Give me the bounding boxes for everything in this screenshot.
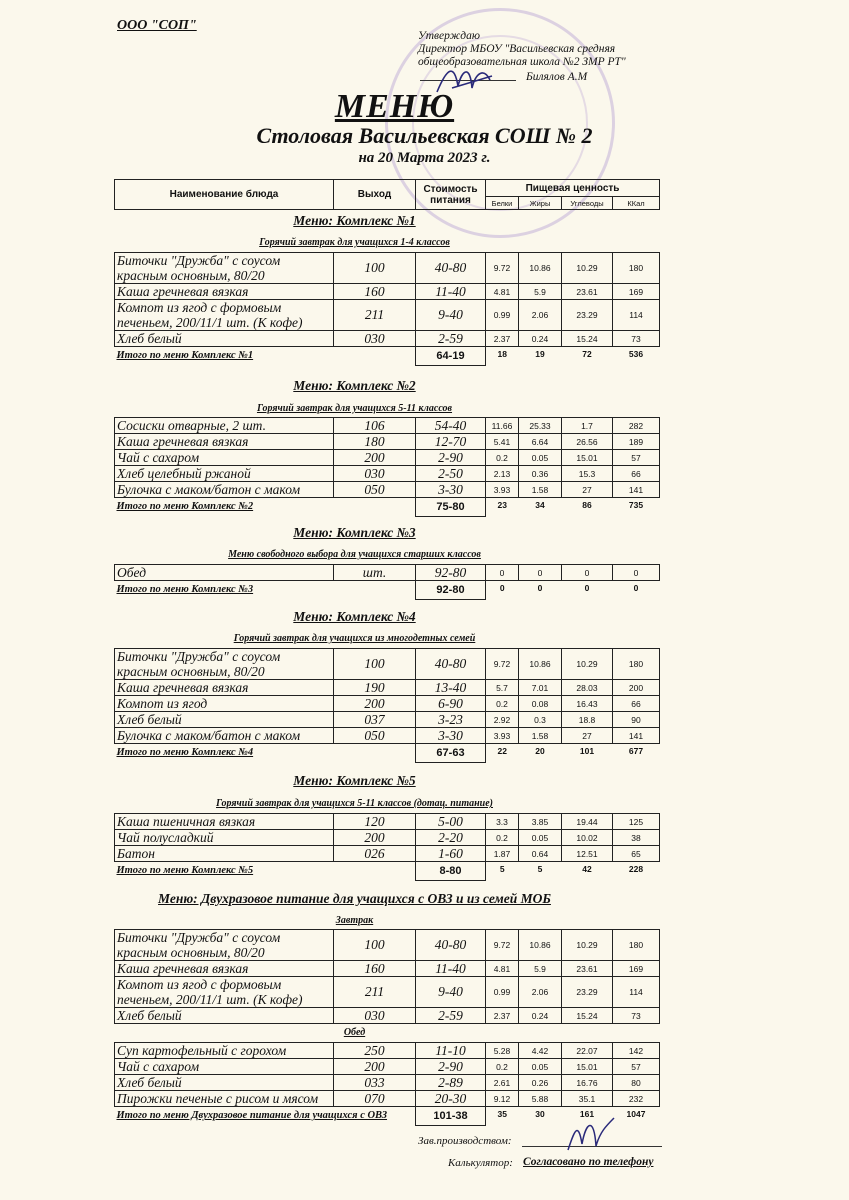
menu-table <box>114 564 660 600</box>
fat-value: 10.86 <box>519 930 562 961</box>
dish-name: Компот из ягод с формовым печеньем, 200/11/1 шт. (К кофе) <box>115 300 334 331</box>
total-protein: 5 <box>499 864 505 874</box>
total-label: Итого по меню Комплекс №1 <box>116 350 254 362</box>
dish-name: Хлеб белый <box>115 331 334 347</box>
fat-value: 0.24 <box>519 1008 562 1024</box>
total-cost: 75-80 <box>416 498 486 517</box>
menu-row <box>115 961 660 977</box>
total-label: Итого по меню Комплекс №5 <box>116 865 254 877</box>
dish-output: 106 <box>334 418 416 434</box>
protein-value: 9.12 <box>486 1091 519 1107</box>
menu-row <box>115 814 660 830</box>
page-title: МЕНЮ <box>334 88 455 125</box>
kcal-value: 141 <box>613 728 660 744</box>
fat-value: 0.26 <box>519 1075 562 1091</box>
carbs-value: 10.29 <box>562 930 613 961</box>
total-protein: 22 <box>497 746 507 756</box>
menu-row <box>115 482 660 498</box>
dish-name: Батон <box>115 846 334 862</box>
dish-name: Хлеб белый <box>115 1075 334 1091</box>
menu-row <box>115 450 660 466</box>
section-subheading: Горячий завтрак для учащихся из многодетных семей <box>233 633 476 644</box>
kcal-value: 57 <box>613 450 660 466</box>
menu-row <box>115 930 660 961</box>
menu-table <box>114 252 660 366</box>
total-protein: 23 <box>497 500 507 510</box>
section-heading: Меню: Комплекс №2 <box>293 378 416 393</box>
dish-cost: 2-90 <box>416 1059 486 1075</box>
carbs-value: 0 <box>562 565 613 581</box>
dish-output: 120 <box>334 814 416 830</box>
dish-name: Биточки "Дружба" с соусом красным основным, 80/20 <box>115 930 334 961</box>
dish-name: Сосиски отварные, 2 шт. <box>115 418 334 434</box>
dish-cost: 2-20 <box>416 830 486 846</box>
fat-value: 2.06 <box>519 300 562 331</box>
dish-output: 037 <box>334 712 416 728</box>
col-fat: Жиры <box>519 197 562 210</box>
dish-name: Компот из ягод с формовым печеньем, 200/11/1 шт. (К кофе) <box>115 977 334 1008</box>
section-subheading: Обед <box>343 1027 366 1038</box>
approval-line: Утверждаю <box>418 30 480 42</box>
protein-value: 0.2 <box>486 830 519 846</box>
carbs-value: 15.3 <box>562 466 613 482</box>
protein-value: 9.72 <box>486 649 519 680</box>
protein-value: 11.66 <box>486 418 519 434</box>
approval-line: Директор МБОУ "Васильевская средняя <box>418 43 616 55</box>
carbs-value: 15.24 <box>562 1008 613 1024</box>
dish-output: 200 <box>334 830 416 846</box>
carbs-value: 27 <box>562 482 613 498</box>
dish-cost: 9-40 <box>416 977 486 1008</box>
protein-value: 5.41 <box>486 434 519 450</box>
menu-row <box>115 1059 660 1075</box>
dish-cost: 9-40 <box>416 300 486 331</box>
kcal-value: 200 <box>613 680 660 696</box>
col-nutrition: Пищевая ценность <box>486 180 660 197</box>
carbs-value: 1.7 <box>562 418 613 434</box>
fat-value: 1.58 <box>519 728 562 744</box>
total-carbs: 101 <box>579 746 595 756</box>
fat-value: 5.88 <box>519 1091 562 1107</box>
menu-date: на 20 Марта 2023 г. <box>358 150 491 166</box>
total-carbs: 72 <box>582 349 592 359</box>
total-fat: 5 <box>537 864 543 874</box>
protein-value: 0.99 <box>486 977 519 1008</box>
section-subheading: Горячий завтрак для учащихся 5-11 классов <box>256 403 453 414</box>
carbs-value: 15.01 <box>562 450 613 466</box>
dish-output: 200 <box>334 450 416 466</box>
kcal-value: 73 <box>613 1008 660 1024</box>
kcal-value: 180 <box>613 930 660 961</box>
total-carbs: 161 <box>579 1109 595 1119</box>
kcal-value: 38 <box>613 830 660 846</box>
carbs-value: 12.51 <box>562 846 613 862</box>
carbs-value: 26.56 <box>562 434 613 450</box>
kcal-value: 80 <box>613 1075 660 1091</box>
col-kcal: ККал <box>613 197 660 210</box>
protein-value: 2.61 <box>486 1075 519 1091</box>
carbs-value: 18.8 <box>562 712 613 728</box>
section-subheading: Завтрак <box>335 915 374 926</box>
dish-output: 200 <box>334 696 416 712</box>
dish-cost: 5-00 <box>416 814 486 830</box>
section-heading: Меню: Комплекс №4 <box>293 609 416 624</box>
protein-value: 0 <box>486 565 519 581</box>
dish-name: Биточки "Дружба" с соусом красным основным, 80/20 <box>115 649 334 680</box>
kcal-value: 180 <box>613 253 660 284</box>
protein-value: 1.87 <box>486 846 519 862</box>
menu-row <box>115 1008 660 1024</box>
section-heading: Меню: Комплекс №5 <box>293 773 416 788</box>
dish-name: Хлеб целебный ржаной <box>115 466 334 482</box>
kcal-value: 114 <box>613 977 660 1008</box>
carbs-value: 23.61 <box>562 284 613 300</box>
dish-cost: 2-89 <box>416 1075 486 1091</box>
section-subheading: Горячий завтрак для учащихся 1-4 классов <box>259 237 450 248</box>
menu-table <box>114 929 660 1024</box>
kcal-value: 180 <box>613 649 660 680</box>
total-kcal: 0 <box>633 583 639 593</box>
kcal-value: 65 <box>613 846 660 862</box>
dish-output: 100 <box>334 649 416 680</box>
dish-output: 211 <box>334 977 416 1008</box>
menu-row <box>115 712 660 728</box>
total-kcal: 677 <box>628 746 644 756</box>
dish-name: Пирожки печеные с рисом и мясом <box>115 1091 334 1107</box>
protein-value: 5.7 <box>486 680 519 696</box>
dish-name: Биточки "Дружба" с соусом красным основным, 80/20 <box>115 253 334 284</box>
fat-value: 5.9 <box>519 961 562 977</box>
dish-cost: 2-59 <box>416 1008 486 1024</box>
total-row <box>115 347 660 366</box>
dish-name: Хлеб белый <box>115 712 334 728</box>
dish-cost: 40-80 <box>416 930 486 961</box>
protein-value: 2.13 <box>486 466 519 482</box>
section-subheading: Меню свободного выбора для учащихся старших классов <box>228 549 481 560</box>
dish-cost: 40-80 <box>416 649 486 680</box>
carbs-value: 10.02 <box>562 830 613 846</box>
protein-value: 3.3 <box>486 814 519 830</box>
menu-row <box>115 1043 660 1059</box>
dish-cost: 2-50 <box>416 466 486 482</box>
carbs-value: 10.29 <box>562 649 613 680</box>
dish-cost: 92-80 <box>416 565 486 581</box>
approval-line: общеобразовательная школа №2 ЗМР РТ" <box>418 56 626 68</box>
dish-output: 250 <box>334 1043 416 1059</box>
menu-row <box>115 649 660 680</box>
fat-value: 0.05 <box>519 830 562 846</box>
calculator-value: Согласовано по телефону <box>523 1156 654 1168</box>
total-cost: 92-80 <box>416 581 486 600</box>
protein-value: 0.2 <box>486 450 519 466</box>
total-protein: 35 <box>497 1109 507 1119</box>
protein-value: 3.93 <box>486 482 519 498</box>
kcal-value: 141 <box>613 482 660 498</box>
col-output: Выход <box>334 180 416 210</box>
dish-output: 180 <box>334 434 416 450</box>
menu-row <box>115 728 660 744</box>
menu-row <box>115 830 660 846</box>
total-kcal: 735 <box>628 500 644 510</box>
protein-value: 2.92 <box>486 712 519 728</box>
fat-value: 0.05 <box>519 1059 562 1075</box>
manager-signature <box>560 1112 620 1157</box>
dish-cost: 6-90 <box>416 696 486 712</box>
total-label: Итого по меню Двухразовое питание для учащихся с ОВЗ <box>116 1110 388 1122</box>
kcal-value: 57 <box>613 1059 660 1075</box>
carbs-value: 23.29 <box>562 977 613 1008</box>
dish-cost: 2-90 <box>416 450 486 466</box>
fat-value: 10.86 <box>519 649 562 680</box>
dish-output: 030 <box>334 1008 416 1024</box>
dish-output: 070 <box>334 1091 416 1107</box>
carbs-value: 23.29 <box>562 300 613 331</box>
dish-output: 050 <box>334 728 416 744</box>
dish-cost: 11-40 <box>416 284 486 300</box>
fat-value: 0 <box>519 565 562 581</box>
total-kcal: 228 <box>628 864 644 874</box>
fat-value: 5.9 <box>519 284 562 300</box>
total-label: Итого по меню Комплекс №2 <box>116 501 254 513</box>
carbs-value: 15.01 <box>562 1059 613 1075</box>
section-heading: Меню: Комплекс №1 <box>293 213 416 228</box>
total-cost: 64-19 <box>416 347 486 366</box>
dish-name: Булочка с маком/батон с маком <box>115 728 334 744</box>
protein-value: 5.28 <box>486 1043 519 1059</box>
dish-cost: 20-30 <box>416 1091 486 1107</box>
menu-row <box>115 418 660 434</box>
dish-output: 030 <box>334 331 416 347</box>
kcal-value: 232 <box>613 1091 660 1107</box>
menu-row <box>115 565 660 581</box>
total-fat: 20 <box>535 746 545 756</box>
menu-table <box>114 648 660 763</box>
total-label: Итого по меню Комплекс №3 <box>116 584 254 596</box>
dish-name: Каша пшеничная вязкая <box>115 814 334 830</box>
total-carbs: 0 <box>584 583 590 593</box>
menu-row <box>115 253 660 284</box>
dish-name: Каша гречневая вязкая <box>115 434 334 450</box>
kcal-value: 0 <box>613 565 660 581</box>
menu-row <box>115 977 660 1008</box>
fat-value: 0.08 <box>519 696 562 712</box>
total-cost: 8-80 <box>416 862 486 881</box>
col-carbs: Углеводы <box>562 197 613 210</box>
carbs-value: 16.76 <box>562 1075 613 1091</box>
dish-output: 033 <box>334 1075 416 1091</box>
dish-name: Чай полусладкий <box>115 830 334 846</box>
menu-row <box>115 1091 660 1107</box>
total-protein: 0 <box>499 583 505 593</box>
section-subheading: Горячий завтрак для учащихся 5-11 классов (дотац. питание) <box>216 798 493 809</box>
dish-cost: 11-10 <box>416 1043 486 1059</box>
col-cost: Стоимость питания <box>416 180 486 210</box>
dish-cost: 40-80 <box>416 253 486 284</box>
protein-value: 2.37 <box>486 331 519 347</box>
menu-row <box>115 1075 660 1091</box>
dish-name: Чай с сахаром <box>115 450 334 466</box>
protein-value: 2.37 <box>486 1008 519 1024</box>
dish-output: 050 <box>334 482 416 498</box>
carbs-value: 15.24 <box>562 331 613 347</box>
section-heading: Меню: Двухразовое питание для учащихся с ОВЗ и из семей МОБ <box>158 891 551 906</box>
dish-cost: 3-30 <box>416 728 486 744</box>
canteen-name: Столовая Васильевская СОШ № 2 <box>256 123 593 148</box>
dish-output: 211 <box>334 300 416 331</box>
dish-name: Чай с сахаром <box>115 1059 334 1075</box>
menu-row <box>115 300 660 331</box>
kcal-value: 66 <box>613 466 660 482</box>
protein-value: 0.2 <box>486 696 519 712</box>
director-name: Билялов А.М <box>526 71 588 83</box>
fat-value: 3.85 <box>519 814 562 830</box>
col-protein: Белки <box>486 197 519 210</box>
calculator-label: Калькулятор: <box>448 1157 513 1169</box>
carbs-value: 35.1 <box>562 1091 613 1107</box>
menu-row <box>115 434 660 450</box>
kcal-value: 125 <box>613 814 660 830</box>
protein-value: 3.93 <box>486 728 519 744</box>
dish-name: Хлеб белый <box>115 1008 334 1024</box>
total-kcal: 1047 <box>626 1109 646 1119</box>
dish-output: 100 <box>334 253 416 284</box>
dish-output: 190 <box>334 680 416 696</box>
carbs-value: 10.29 <box>562 253 613 284</box>
dish-name: Обед <box>115 565 334 581</box>
total-row <box>115 862 660 881</box>
kcal-value: 169 <box>613 961 660 977</box>
menu-row <box>115 331 660 347</box>
total-row <box>115 581 660 600</box>
col-name: Наименование блюда <box>115 180 334 210</box>
kcal-value: 66 <box>613 696 660 712</box>
dish-cost: 1-60 <box>416 846 486 862</box>
fat-value: 0.64 <box>519 846 562 862</box>
fat-value: 4.42 <box>519 1043 562 1059</box>
dish-output: 160 <box>334 961 416 977</box>
carbs-value: 19.44 <box>562 814 613 830</box>
menu-row <box>115 696 660 712</box>
total-fat: 0 <box>537 583 543 593</box>
protein-value: 9.72 <box>486 253 519 284</box>
total-carbs: 42 <box>582 864 592 874</box>
fat-value: 0.3 <box>519 712 562 728</box>
carbs-value: 28.03 <box>562 680 613 696</box>
dish-name: Компот из ягод <box>115 696 334 712</box>
fat-value: 0.36 <box>519 466 562 482</box>
kcal-value: 73 <box>613 331 660 347</box>
kcal-value: 282 <box>613 418 660 434</box>
kcal-value: 90 <box>613 712 660 728</box>
carbs-value: 16.43 <box>562 696 613 712</box>
menu-table <box>114 417 660 517</box>
carbs-value: 27 <box>562 728 613 744</box>
dish-output: 030 <box>334 466 416 482</box>
total-fat: 34 <box>535 500 545 510</box>
section-heading: Меню: Комплекс №3 <box>293 525 416 540</box>
total-fat: 30 <box>535 1109 545 1119</box>
kcal-value: 189 <box>613 434 660 450</box>
total-carbs: 86 <box>582 500 592 510</box>
fat-value: 0.05 <box>519 450 562 466</box>
protein-value: 0.99 <box>486 300 519 331</box>
fat-value: 25.33 <box>519 418 562 434</box>
fat-value: 7.01 <box>519 680 562 696</box>
total-cost: 67-63 <box>416 744 486 763</box>
carbs-value: 23.61 <box>562 961 613 977</box>
kcal-value: 142 <box>613 1043 660 1059</box>
protein-value: 4.81 <box>486 284 519 300</box>
total-fat: 19 <box>535 349 545 359</box>
dish-output: шт. <box>334 565 416 581</box>
fat-value: 2.06 <box>519 977 562 1008</box>
total-cost: 101-38 <box>416 1107 486 1126</box>
protein-value: 4.81 <box>486 961 519 977</box>
dish-output: 160 <box>334 284 416 300</box>
kcal-value: 114 <box>613 300 660 331</box>
dish-output: 200 <box>334 1059 416 1075</box>
dish-name: Каша гречневая вязкая <box>115 961 334 977</box>
dish-name: Булочка с маком/батон с маком <box>115 482 334 498</box>
total-protein: 18 <box>497 349 507 359</box>
fat-value: 6.64 <box>519 434 562 450</box>
dish-cost: 3-30 <box>416 482 486 498</box>
menu-table <box>114 813 660 881</box>
menu-row <box>115 680 660 696</box>
dish-cost: 13-40 <box>416 680 486 696</box>
dish-output: 026 <box>334 846 416 862</box>
dish-output: 100 <box>334 930 416 961</box>
dish-cost: 3-23 <box>416 712 486 728</box>
dish-cost: 12-70 <box>416 434 486 450</box>
organization-name: ООО "СОП" <box>117 18 197 33</box>
fat-value: 0.24 <box>519 331 562 347</box>
menu-row <box>115 284 660 300</box>
dish-cost: 54-40 <box>416 418 486 434</box>
total-label: Итого по меню Комплекс №4 <box>116 747 254 759</box>
dish-cost: 2-59 <box>416 331 486 347</box>
menu-row <box>115 846 660 862</box>
fat-value: 1.58 <box>519 482 562 498</box>
total-row <box>115 498 660 517</box>
production-manager-label: Зав.производством: <box>418 1135 512 1147</box>
kcal-value: 169 <box>613 284 660 300</box>
dish-name: Каша гречневая вязкая <box>115 680 334 696</box>
fat-value: 10.86 <box>519 253 562 284</box>
protein-value: 0.2 <box>486 1059 519 1075</box>
dish-name: Суп картофельный с горохом <box>115 1043 334 1059</box>
column-header <box>114 179 660 210</box>
total-row <box>115 744 660 763</box>
protein-value: 9.72 <box>486 930 519 961</box>
dish-name: Каша гречневая вязкая <box>115 284 334 300</box>
carbs-value: 22.07 <box>562 1043 613 1059</box>
total-kcal: 536 <box>628 349 644 359</box>
menu-row <box>115 466 660 482</box>
dish-cost: 11-40 <box>416 961 486 977</box>
